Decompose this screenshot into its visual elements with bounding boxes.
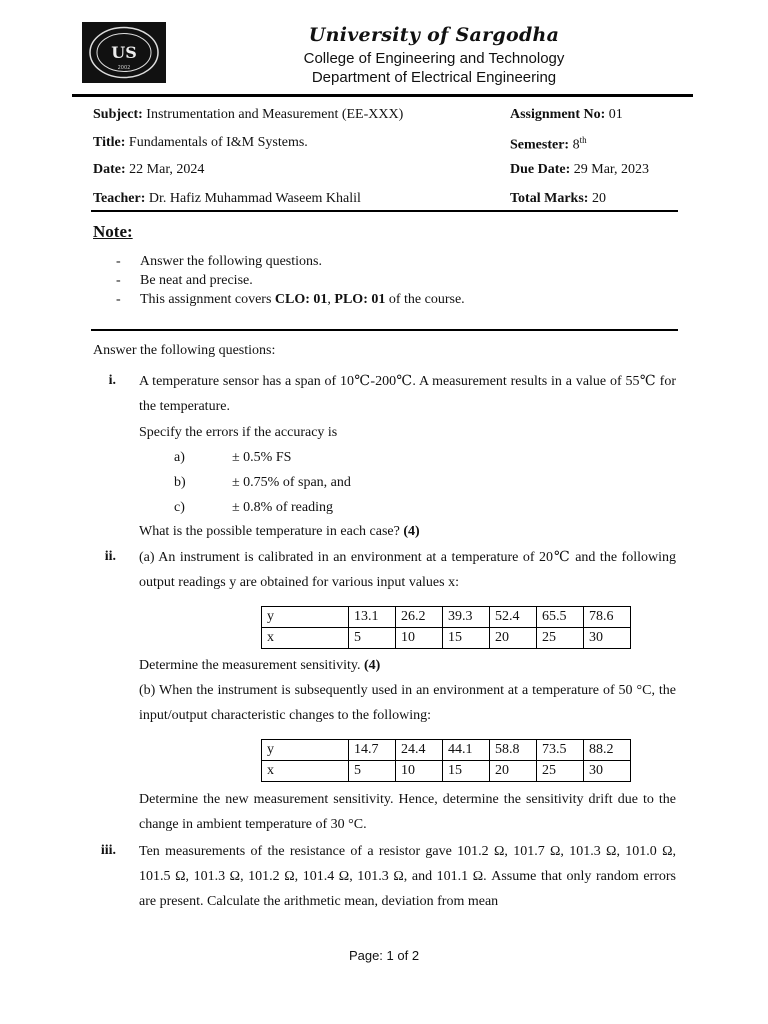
header-divider xyxy=(72,94,693,97)
due-date-label: Due Date: xyxy=(510,162,571,177)
semester-label: Semester: xyxy=(510,137,570,153)
teacher-label: Teacher: xyxy=(93,191,146,206)
table-cell: 10 xyxy=(396,628,443,649)
table-cell: 20 xyxy=(490,761,537,782)
question-number-1: i. xyxy=(108,373,116,388)
total-marks-value: 20 xyxy=(588,191,606,206)
option-key: a) xyxy=(174,450,185,465)
table-cell: 78.6 xyxy=(584,607,631,628)
table-cell: 58.8 xyxy=(490,740,537,761)
table-cell: x xyxy=(262,761,349,782)
table-row-x xyxy=(262,761,631,782)
table-cell: 73.5 xyxy=(537,740,584,761)
question-1-text: A temperature sensor has a span of 10℃-200℃. A measurement results in a value of 55℃ for the temperature. xyxy=(139,374,676,414)
department-name: Department of Electrical Engineering xyxy=(311,69,557,86)
table-cell: 10 xyxy=(396,761,443,782)
table-cell: 52.4 xyxy=(490,607,537,628)
option-key: c) xyxy=(174,500,185,515)
question-1-final xyxy=(139,519,676,544)
svg-text:2002: 2002 xyxy=(117,65,131,71)
question-1-marks: (4) xyxy=(403,524,420,539)
table-cell: 14.7 xyxy=(349,740,396,761)
option-value: ± 0.75% of span, and xyxy=(232,475,351,490)
clo-post: of the course. xyxy=(385,292,465,307)
clo-sep: , xyxy=(327,292,335,307)
table-cell: 44.1 xyxy=(443,740,490,761)
table-cell: 88.2 xyxy=(584,740,631,761)
table-cell: y xyxy=(262,607,349,628)
college-name: College of Engineering and Technology xyxy=(303,50,565,67)
info-row-subject xyxy=(93,107,678,127)
option-a xyxy=(174,450,292,466)
info-divider xyxy=(91,210,678,212)
data-table-1 xyxy=(261,606,631,649)
question-2b-text: (b) When the instrument is subsequently used in an environment at a temperature of 50 °C, the input/output characteristic changes to the following: xyxy=(139,683,676,723)
question-number-2: ii. xyxy=(104,549,116,564)
note-item-clo: - This assignment covers CLO: 01, PLO: 01 of the course. xyxy=(116,292,465,307)
table-cell: 39.3 xyxy=(443,607,490,628)
title-label: Title: xyxy=(93,135,126,150)
page-number: Page: 1 of 2 xyxy=(348,948,420,963)
clo-pre: This assignment covers xyxy=(140,292,275,307)
table-cell: 30 xyxy=(584,628,631,649)
question-2a-ask xyxy=(139,653,676,678)
note-item-text: Be neat and precise. xyxy=(140,273,253,288)
question-3-text: Ten measurements of the resistance of a resistor gave 101.2 Ω, 101.7 Ω, 101.3 Ω, 101.0 Ω, 101.5 Ω, 101.3 Ω, 101.2 Ω, 101.4 Ω, 101.3 Ω, and 101.1 Ω. Assume that only random errors are present. Calculate the arithmetic mean, deviation from mean xyxy=(139,844,676,909)
intro-text: Answer the following questions: xyxy=(93,343,276,358)
data-table-2 xyxy=(261,739,631,782)
semester-suffix: th xyxy=(579,135,587,145)
info-row-teacher xyxy=(93,191,678,211)
note-item: - Answer the following questions. xyxy=(116,254,322,269)
table-cell: 5 xyxy=(349,628,396,649)
table-cell: 15 xyxy=(443,761,490,782)
note-divider xyxy=(91,329,678,331)
university-logo xyxy=(82,22,166,83)
question-2b-ask: Determine the new measurement sensitivity. Hence, determine the sensitivity drift due to the change in ambient temperature of 30 °C. xyxy=(139,792,676,832)
table-cell: y xyxy=(262,740,349,761)
title-value: Fundamentals of I&M Systems. xyxy=(125,135,308,150)
option-b xyxy=(174,475,351,491)
question-2a-marks: (4) xyxy=(363,658,381,673)
plo-value: PLO: 01 xyxy=(334,292,386,307)
teacher-value: Dr. Hafiz Muhammad Waseem Khalil xyxy=(145,191,361,206)
info-row-date xyxy=(93,162,678,182)
date-value: 22 Mar, 2024 xyxy=(125,162,205,177)
option-value: ± 0.5% FS xyxy=(232,450,292,465)
date-label: Date: xyxy=(93,162,126,177)
table-cell: 25 xyxy=(537,628,584,649)
question-1-final-text: What is the possible temperature in each case? xyxy=(139,524,404,539)
question-number-3: iii. xyxy=(100,843,116,858)
info-row-title xyxy=(93,135,678,155)
due-date-value: 29 Mar, 2023 xyxy=(570,162,650,177)
option-value: ± 0.8% of reading xyxy=(232,500,333,515)
university-name: University of Sargodha xyxy=(308,24,560,46)
option-key: b) xyxy=(174,475,186,490)
note-item-text: Answer the following questions. xyxy=(140,254,322,269)
table-row-y xyxy=(262,740,631,761)
table-cell: 26.2 xyxy=(396,607,443,628)
svg-text:US: US xyxy=(111,43,137,62)
table-row-y xyxy=(262,607,631,628)
table-cell: 5 xyxy=(349,761,396,782)
table-cell: 15 xyxy=(443,628,490,649)
table-row-x xyxy=(262,628,631,649)
assignment-value: 01 xyxy=(605,107,623,122)
clo-value: CLO: 01 xyxy=(274,292,328,307)
table-cell: 65.5 xyxy=(537,607,584,628)
note-title: Note: xyxy=(93,222,133,241)
question-1-ask: Specify the errors if the accuracy is xyxy=(139,425,338,440)
table-cell: 20 xyxy=(490,628,537,649)
total-marks-label: Total Marks: xyxy=(510,191,589,206)
question-2a-text: (a) An instrument is calibrated in an environment at a temperature of 20℃ and the following output readings y are obtained for various input values x: xyxy=(139,550,676,590)
note-item: - Be neat and precise. xyxy=(116,273,253,288)
subject-value: Instrumentation and Measurement (EE-XXX) xyxy=(142,107,404,122)
semester-value: 8 xyxy=(569,137,580,153)
table-cell: 24.4 xyxy=(396,740,443,761)
table-cell: 30 xyxy=(584,761,631,782)
table-cell: x xyxy=(262,628,349,649)
assignment-label: Assignment No: xyxy=(510,107,606,122)
option-c xyxy=(174,500,333,516)
table-cell: 25 xyxy=(537,761,584,782)
question-2a-ask-text: Determine the measurement sensitivity. xyxy=(139,658,364,673)
subject-label: Subject: xyxy=(93,107,143,122)
table-cell: 13.1 xyxy=(349,607,396,628)
